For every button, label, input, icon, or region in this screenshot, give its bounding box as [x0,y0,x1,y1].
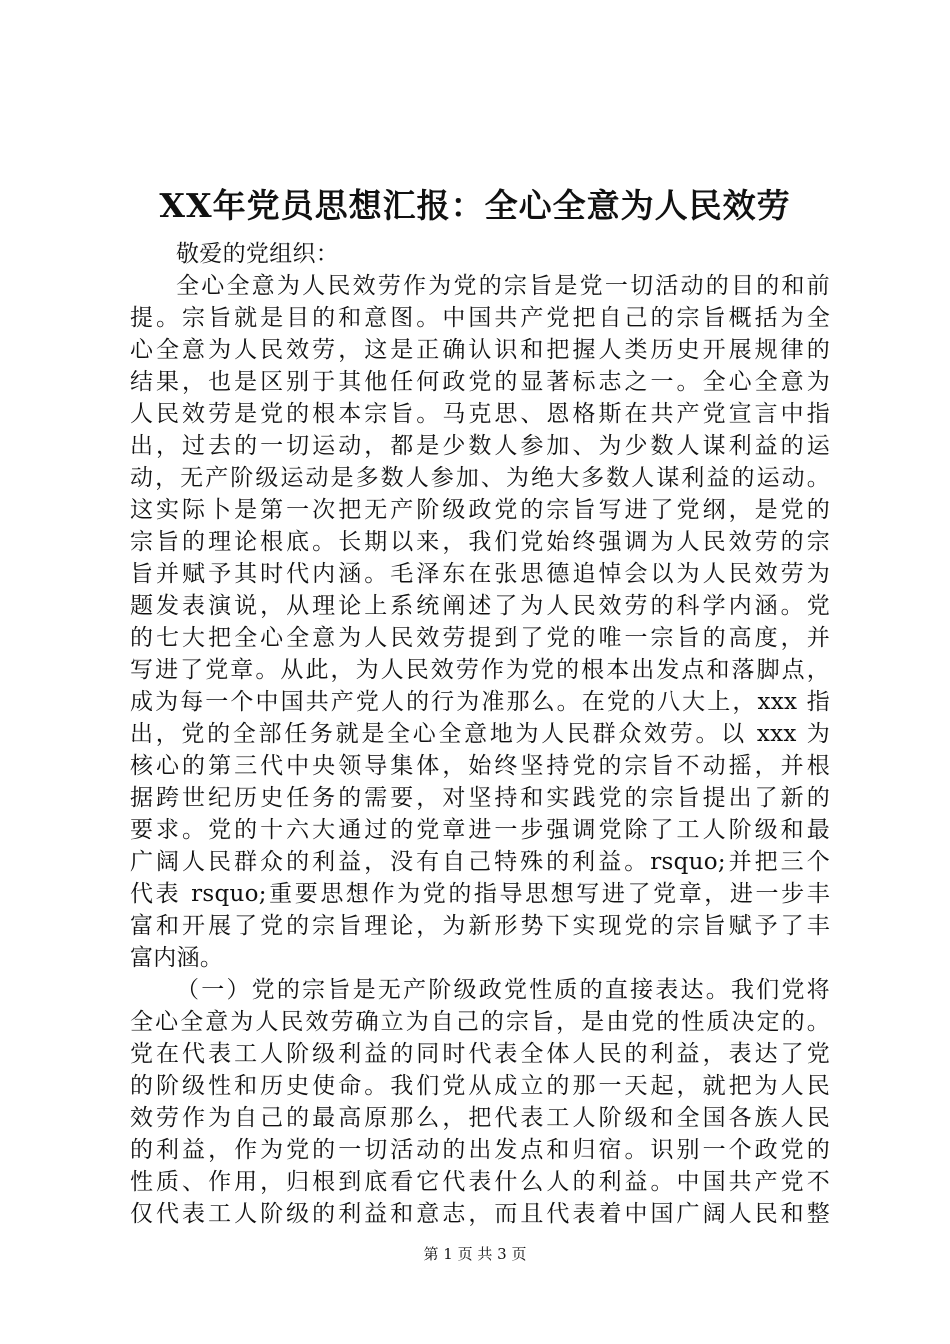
text-line: 据跨世纪历史任务的需要，对坚持和实践党的宗旨提出了新的 [130,785,830,811]
text-line: 的阶级性和历史使命。我们党从成立的那一天起，就把为人民 [130,1073,830,1099]
text-line: 人民效劳是党的根本宗旨。马克思、恩格斯在共产党宣言中指 [130,401,830,427]
text-line: 出，党的全部任务就是全心全意地为人民群众效劳。以 xxx 为 [130,721,830,747]
text-line: 宗旨的理论根底。长期以来，我们党始终强调为人民效劳的宗 [130,529,830,555]
text-line: 旨并赋予其时代内涵。毛泽东在张思德追悼会以为人民效劳为 [130,561,830,587]
text-line: 党在代表工人阶级利益的同时代表全体人民的利益，表达了党 [130,1041,830,1067]
text-line: 题发表演说，从理论上系统阐述了为人民效劳的科学内涵。党 [130,593,830,619]
text-line: 要求。党的十六大通过的党章进一步强调党除了工人阶级和最 [130,817,830,843]
text-line: 富和开展了党的宗旨理论，为新形势下实现党的宗旨赋予了丰 [130,913,830,939]
text-line: 代表 rsquo;重要思想作为党的指导思想写进了党章，进一步丰 [130,881,830,907]
text-line: （一）党的宗旨是无产阶级政党性质的直接表达。我们党将 [176,977,830,1003]
text-line: 仅代表工人阶级的利益和意志，而且代表着中国广阔人民和整 [130,1201,830,1227]
text-line: 出，过去的一切运动，都是少数人参加、为少数人谋利益的运 [130,433,830,459]
text-line: 效劳作为自己的最高原那么，把代表工人阶级和全国各族人民 [130,1105,830,1131]
text-line: 的利益，作为党的一切活动的出发点和归宿。识别一个政党的 [130,1137,830,1163]
text-line: 结果，也是区别于其他任何政党的显著标志之一。全心全意为 [130,369,830,395]
page-indicator: 第 1 页 共 3 页 [423,1245,527,1263]
text-line: 性质、作用，归根到底看它代表什么人的利益。中国共产党不 [130,1169,830,1195]
text-line: 的七大把全心全意为人民效劳提到了党的唯一宗旨的高度，并 [130,625,830,651]
text-line: 成为每一个中国共产党人的行为准那么。在党的八大上，xxx 指 [130,689,830,715]
text-line: 提。宗旨就是目的和意图。中国共产党把自己的宗旨概括为全 [130,305,830,331]
document-title: XX年党员思想汇报：全心全意为人民效劳 [159,186,791,225]
text-line: 写进了党章。从此，为人民效劳作为党的根本出发点和落脚点， [130,657,830,683]
document-body [130,238,830,1230]
text-line: 广阔人民群众的利益，没有自己特殊的利益。rsquo;并把三个 [130,849,830,875]
text-line: 动，无产阶级运动是多数人参加、为绝大多数人谋利益的运动。 [130,465,830,491]
text-line: 富内涵。 [130,945,224,971]
text-line: 敬爱的党组织： [176,241,340,267]
text-line: 全心全意为人民效劳确立为自己的宗旨，是由党的性质决定的。 [130,1009,830,1035]
text-line: 这实际卜是第一次把无产阶级政党的宗旨写进了党纲，是党的 [130,497,830,523]
text-line: 核心的第三代中央领导集体，始终坚持党的宗旨不动摇，并根 [130,753,830,779]
text-line: 全心全意为人民效劳作为党的宗旨是党一切活动的目的和前 [176,273,830,299]
text-line: 心全意为人民效劳，这是正确认识和把握人类历史开展规律的 [130,337,830,363]
